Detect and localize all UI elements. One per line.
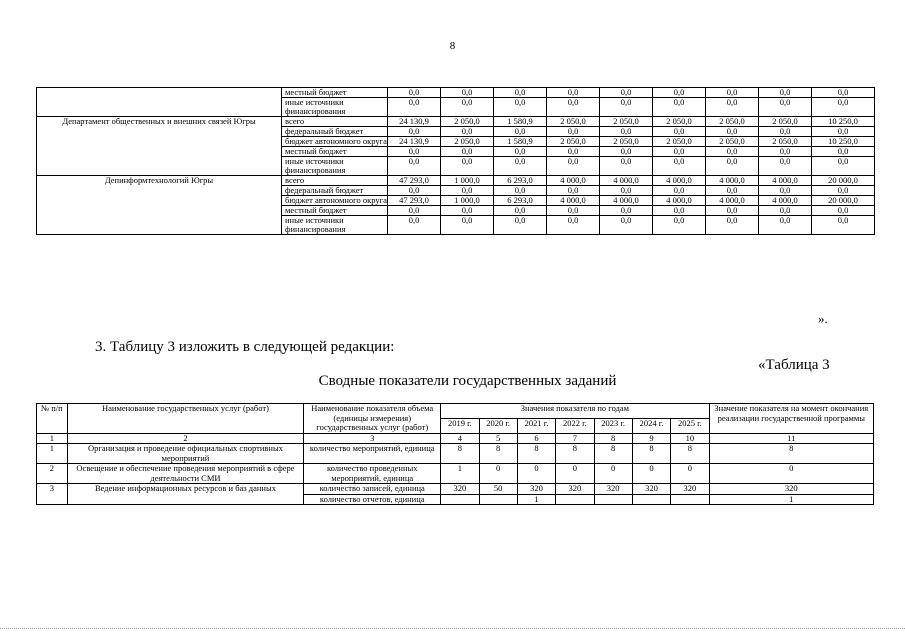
table-row	[37, 444, 874, 464]
amount-cell: 0,0	[547, 157, 600, 176]
amount-cell: 0,0	[600, 186, 653, 196]
amount-cell: 0,0	[388, 127, 441, 137]
scan-edge	[0, 628, 905, 632]
department-name: Департамент общественных и внешних связей Югры	[37, 117, 282, 176]
header-final: Значение показателя на момент окончания реализации государственной программы	[709, 404, 873, 434]
amount-cell: 0,0	[494, 186, 547, 196]
amount-cell: 0,0	[494, 216, 547, 235]
amount-cell: 0,0	[441, 157, 494, 176]
year-value: 0	[632, 464, 670, 484]
amount-cell: 0,0	[706, 88, 759, 98]
amount-cell: 0,0	[653, 147, 706, 157]
funding-source: иные источники финансирования	[282, 98, 388, 117]
table-row	[37, 117, 875, 127]
amount-cell: 0,0	[812, 206, 875, 216]
amount-cell: 0,0	[600, 157, 653, 176]
year-value: 320	[556, 484, 594, 495]
row-number: 2	[37, 464, 68, 484]
amount-cell: 2 050,0	[600, 117, 653, 127]
amount-cell: 2 050,0	[759, 117, 812, 127]
department-name	[37, 88, 282, 117]
amount-cell: 47 293,0	[388, 196, 441, 206]
table-row	[37, 88, 875, 98]
amount-cell: 0,0	[812, 186, 875, 196]
amount-cell: 0,0	[706, 147, 759, 157]
table-row	[37, 464, 874, 484]
amount-cell: 0,0	[547, 147, 600, 157]
amount-cell: 0,0	[600, 98, 653, 117]
amount-cell: 0,0	[441, 127, 494, 137]
amount-cell: 20 000,0	[812, 176, 875, 186]
column-number: 2	[67, 433, 304, 444]
amount-cell: 0,0	[706, 186, 759, 196]
year-value: 8	[517, 444, 555, 464]
final-value: 1	[709, 494, 873, 505]
amount-cell: 0,0	[706, 98, 759, 117]
funding-source: федеральный бюджет	[282, 127, 388, 137]
amount-cell: 0,0	[547, 127, 600, 137]
amount-cell: 4 000,0	[706, 196, 759, 206]
amount-cell: 0,0	[759, 127, 812, 137]
column-number: 7	[556, 433, 594, 444]
amount-cell: 10 250,0	[812, 117, 875, 127]
amount-cell: 2 050,0	[759, 137, 812, 147]
amount-cell: 0,0	[812, 147, 875, 157]
amount-cell: 2 050,0	[600, 137, 653, 147]
year-value	[441, 494, 479, 505]
amount-cell: 0,0	[600, 206, 653, 216]
year-value	[479, 494, 517, 505]
amount-cell: 0,0	[494, 98, 547, 117]
amount-cell: 24 130,9	[388, 117, 441, 127]
amount-cell: 0,0	[388, 186, 441, 196]
amount-cell: 2 050,0	[706, 117, 759, 127]
table-row	[37, 176, 875, 186]
year-header: 2019 г.	[441, 418, 479, 433]
amount-cell: 0,0	[653, 88, 706, 98]
funding-source: федеральный бюджет	[282, 186, 388, 196]
amount-cell: 2 050,0	[441, 137, 494, 147]
year-value: 8	[594, 444, 632, 464]
amount-cell: 0,0	[706, 157, 759, 176]
year-value: 0	[671, 464, 709, 484]
year-header: 2023 г.	[594, 418, 632, 433]
final-value: 0	[709, 464, 873, 484]
close-quote: ».	[818, 311, 828, 326]
amount-cell: 0,0	[547, 88, 600, 98]
amount-cell: 0,0	[441, 206, 494, 216]
year-value: 1	[441, 464, 479, 484]
service-name: Организация и проведение официальных спортивных мероприятий	[67, 444, 304, 464]
amount-cell: 0,0	[600, 127, 653, 137]
amount-cell: 0,0	[494, 88, 547, 98]
year-value: 8	[632, 444, 670, 464]
year-value: 0	[479, 464, 517, 484]
amount-cell: 0,0	[600, 216, 653, 235]
amount-cell: 0,0	[706, 206, 759, 216]
table-title: Сводные показатели государственных заданий	[318, 373, 617, 389]
column-number: 6	[517, 433, 555, 444]
final-value: 320	[709, 484, 873, 495]
column-number: 4	[441, 433, 479, 444]
column-number: 1	[37, 433, 68, 444]
year-value: 8	[671, 444, 709, 464]
amount-cell: 0,0	[494, 206, 547, 216]
amount-cell: 0,0	[812, 216, 875, 235]
amount-cell: 4 000,0	[547, 196, 600, 206]
indicator-name: количество мероприятий, единица	[304, 444, 441, 464]
amount-cell: 4 000,0	[547, 176, 600, 186]
amount-cell: 0,0	[812, 157, 875, 176]
amount-cell: 0,0	[759, 147, 812, 157]
column-number: 3	[304, 433, 441, 444]
amount-cell: 47 293,0	[388, 176, 441, 186]
amount-cell: 0,0	[706, 216, 759, 235]
amount-cell: 0,0	[759, 186, 812, 196]
amount-cell: 0,0	[759, 216, 812, 235]
amount-cell: 0,0	[547, 98, 600, 117]
amount-cell: 0,0	[759, 88, 812, 98]
service-name: Ведение информационных ресурсов и баз данных	[67, 484, 304, 505]
department-name: Депинформтехнологий Югры	[37, 176, 282, 235]
row-number: 1	[37, 444, 68, 464]
amount-cell: 1 580,9	[494, 137, 547, 147]
column-number: 9	[632, 433, 670, 444]
year-value: 320	[517, 484, 555, 495]
amount-cell: 0,0	[812, 127, 875, 137]
year-value	[632, 494, 670, 505]
year-header: 2025 г.	[671, 418, 709, 433]
amount-cell: 0,0	[441, 98, 494, 117]
year-value: 8	[441, 444, 479, 464]
year-value	[594, 494, 632, 505]
year-value: 320	[441, 484, 479, 495]
amount-cell: 0,0	[600, 147, 653, 157]
amount-cell: 0,0	[441, 216, 494, 235]
column-number: 11	[709, 433, 873, 444]
funding-source: местный бюджет	[282, 88, 388, 98]
item-heading: 3. Таблицу 3 изложить в следующей редакции:	[95, 339, 395, 355]
amount-cell: 0,0	[653, 206, 706, 216]
funding-table	[36, 87, 875, 235]
amount-cell: 20 000,0	[812, 196, 875, 206]
header-indicator: Наименование показателя объема (единицы измерения) государственных услуг (работ)	[304, 404, 441, 434]
amount-cell: 0,0	[653, 98, 706, 117]
row-number: 3	[37, 484, 68, 505]
year-value: 1	[517, 494, 555, 505]
funding-source: бюджет автономного округа	[282, 196, 388, 206]
funding-source: местный бюджет	[282, 206, 388, 216]
year-value: 50	[479, 484, 517, 495]
year-value: 320	[632, 484, 670, 495]
amount-cell: 0,0	[388, 157, 441, 176]
amount-cell: 0,0	[547, 216, 600, 235]
amount-cell: 0,0	[388, 216, 441, 235]
table-label: «Таблица 3	[758, 357, 830, 373]
amount-cell: 0,0	[812, 88, 875, 98]
header-values: Значения показателя по годам	[441, 404, 709, 419]
amount-cell: 0,0	[600, 88, 653, 98]
amount-cell: 4 000,0	[759, 176, 812, 186]
amount-cell: 1 000,0	[441, 176, 494, 186]
column-number: 5	[479, 433, 517, 444]
amount-cell: 1 580,9	[494, 117, 547, 127]
amount-cell: 0,0	[441, 147, 494, 157]
funding-source: всего	[282, 117, 388, 127]
indicator-name: количество записей, единица	[304, 484, 441, 495]
header-service: Наименование государственных услуг (работ)	[67, 404, 304, 434]
year-value: 0	[517, 464, 555, 484]
amount-cell: 2 050,0	[706, 137, 759, 147]
state-tasks-table	[36, 403, 874, 505]
table-row	[37, 484, 874, 495]
amount-cell: 0,0	[812, 98, 875, 117]
amount-cell: 0,0	[547, 186, 600, 196]
year-value	[671, 494, 709, 505]
year-value: 8	[556, 444, 594, 464]
amount-cell: 24 130,9	[388, 137, 441, 147]
indicator-name: количество проведенных мероприятий, единица	[304, 464, 441, 484]
amount-cell: 2 050,0	[441, 117, 494, 127]
year-value: 0	[594, 464, 632, 484]
amount-cell: 10 250,0	[812, 137, 875, 147]
funding-source: бюджет автономного округа	[282, 137, 388, 147]
amount-cell: 0,0	[388, 147, 441, 157]
funding-source: иные источники финансирования	[282, 157, 388, 176]
amount-cell: 6 293,0	[494, 176, 547, 186]
amount-cell: 0,0	[547, 206, 600, 216]
amount-cell: 0,0	[388, 98, 441, 117]
amount-cell: 4 000,0	[759, 196, 812, 206]
year-header: 2022 г.	[556, 418, 594, 433]
indicator-name: количество отчетов, единица	[304, 494, 441, 505]
amount-cell: 4 000,0	[653, 176, 706, 186]
page-number: 8	[449, 40, 456, 52]
amount-cell: 0,0	[653, 186, 706, 196]
amount-cell: 0,0	[653, 127, 706, 137]
amount-cell: 4 000,0	[600, 176, 653, 186]
amount-cell: 0,0	[653, 216, 706, 235]
amount-cell: 4 000,0	[706, 176, 759, 186]
header-num: № п/п	[37, 404, 68, 434]
amount-cell: 0,0	[388, 206, 441, 216]
amount-cell: 0,0	[706, 127, 759, 137]
amount-cell: 0,0	[653, 157, 706, 176]
amount-cell: 0,0	[759, 157, 812, 176]
amount-cell: 0,0	[494, 147, 547, 157]
year-value: 320	[671, 484, 709, 495]
amount-cell: 0,0	[441, 88, 494, 98]
amount-cell: 2 050,0	[547, 137, 600, 147]
year-value: 0	[556, 464, 594, 484]
year-value: 320	[594, 484, 632, 495]
funding-source: всего	[282, 176, 388, 186]
year-header: 2021 г.	[517, 418, 555, 433]
amount-cell: 0,0	[441, 186, 494, 196]
column-number: 8	[594, 433, 632, 444]
column-number: 10	[671, 433, 709, 444]
amount-cell: 0,0	[759, 206, 812, 216]
amount-cell: 0,0	[388, 88, 441, 98]
amount-cell: 0,0	[494, 127, 547, 137]
amount-cell: 1 000,0	[441, 196, 494, 206]
amount-cell: 2 050,0	[653, 117, 706, 127]
final-value: 8	[709, 444, 873, 464]
funding-source: иные источники финансирования	[282, 216, 388, 235]
amount-cell: 4 000,0	[600, 196, 653, 206]
amount-cell: 4 000,0	[653, 196, 706, 206]
amount-cell: 2 050,0	[547, 117, 600, 127]
year-value	[556, 494, 594, 505]
year-header: 2020 г.	[479, 418, 517, 433]
service-name: Освещение и обеспечение проведения мероприятий в сфере деятельности СМИ	[67, 464, 304, 484]
amount-cell: 6 293,0	[494, 196, 547, 206]
funding-source: местный бюджет	[282, 147, 388, 157]
year-header: 2024 г.	[632, 418, 670, 433]
amount-cell: 0,0	[494, 157, 547, 176]
amount-cell: 2 050,0	[653, 137, 706, 147]
year-value: 8	[479, 444, 517, 464]
amount-cell: 0,0	[759, 98, 812, 117]
